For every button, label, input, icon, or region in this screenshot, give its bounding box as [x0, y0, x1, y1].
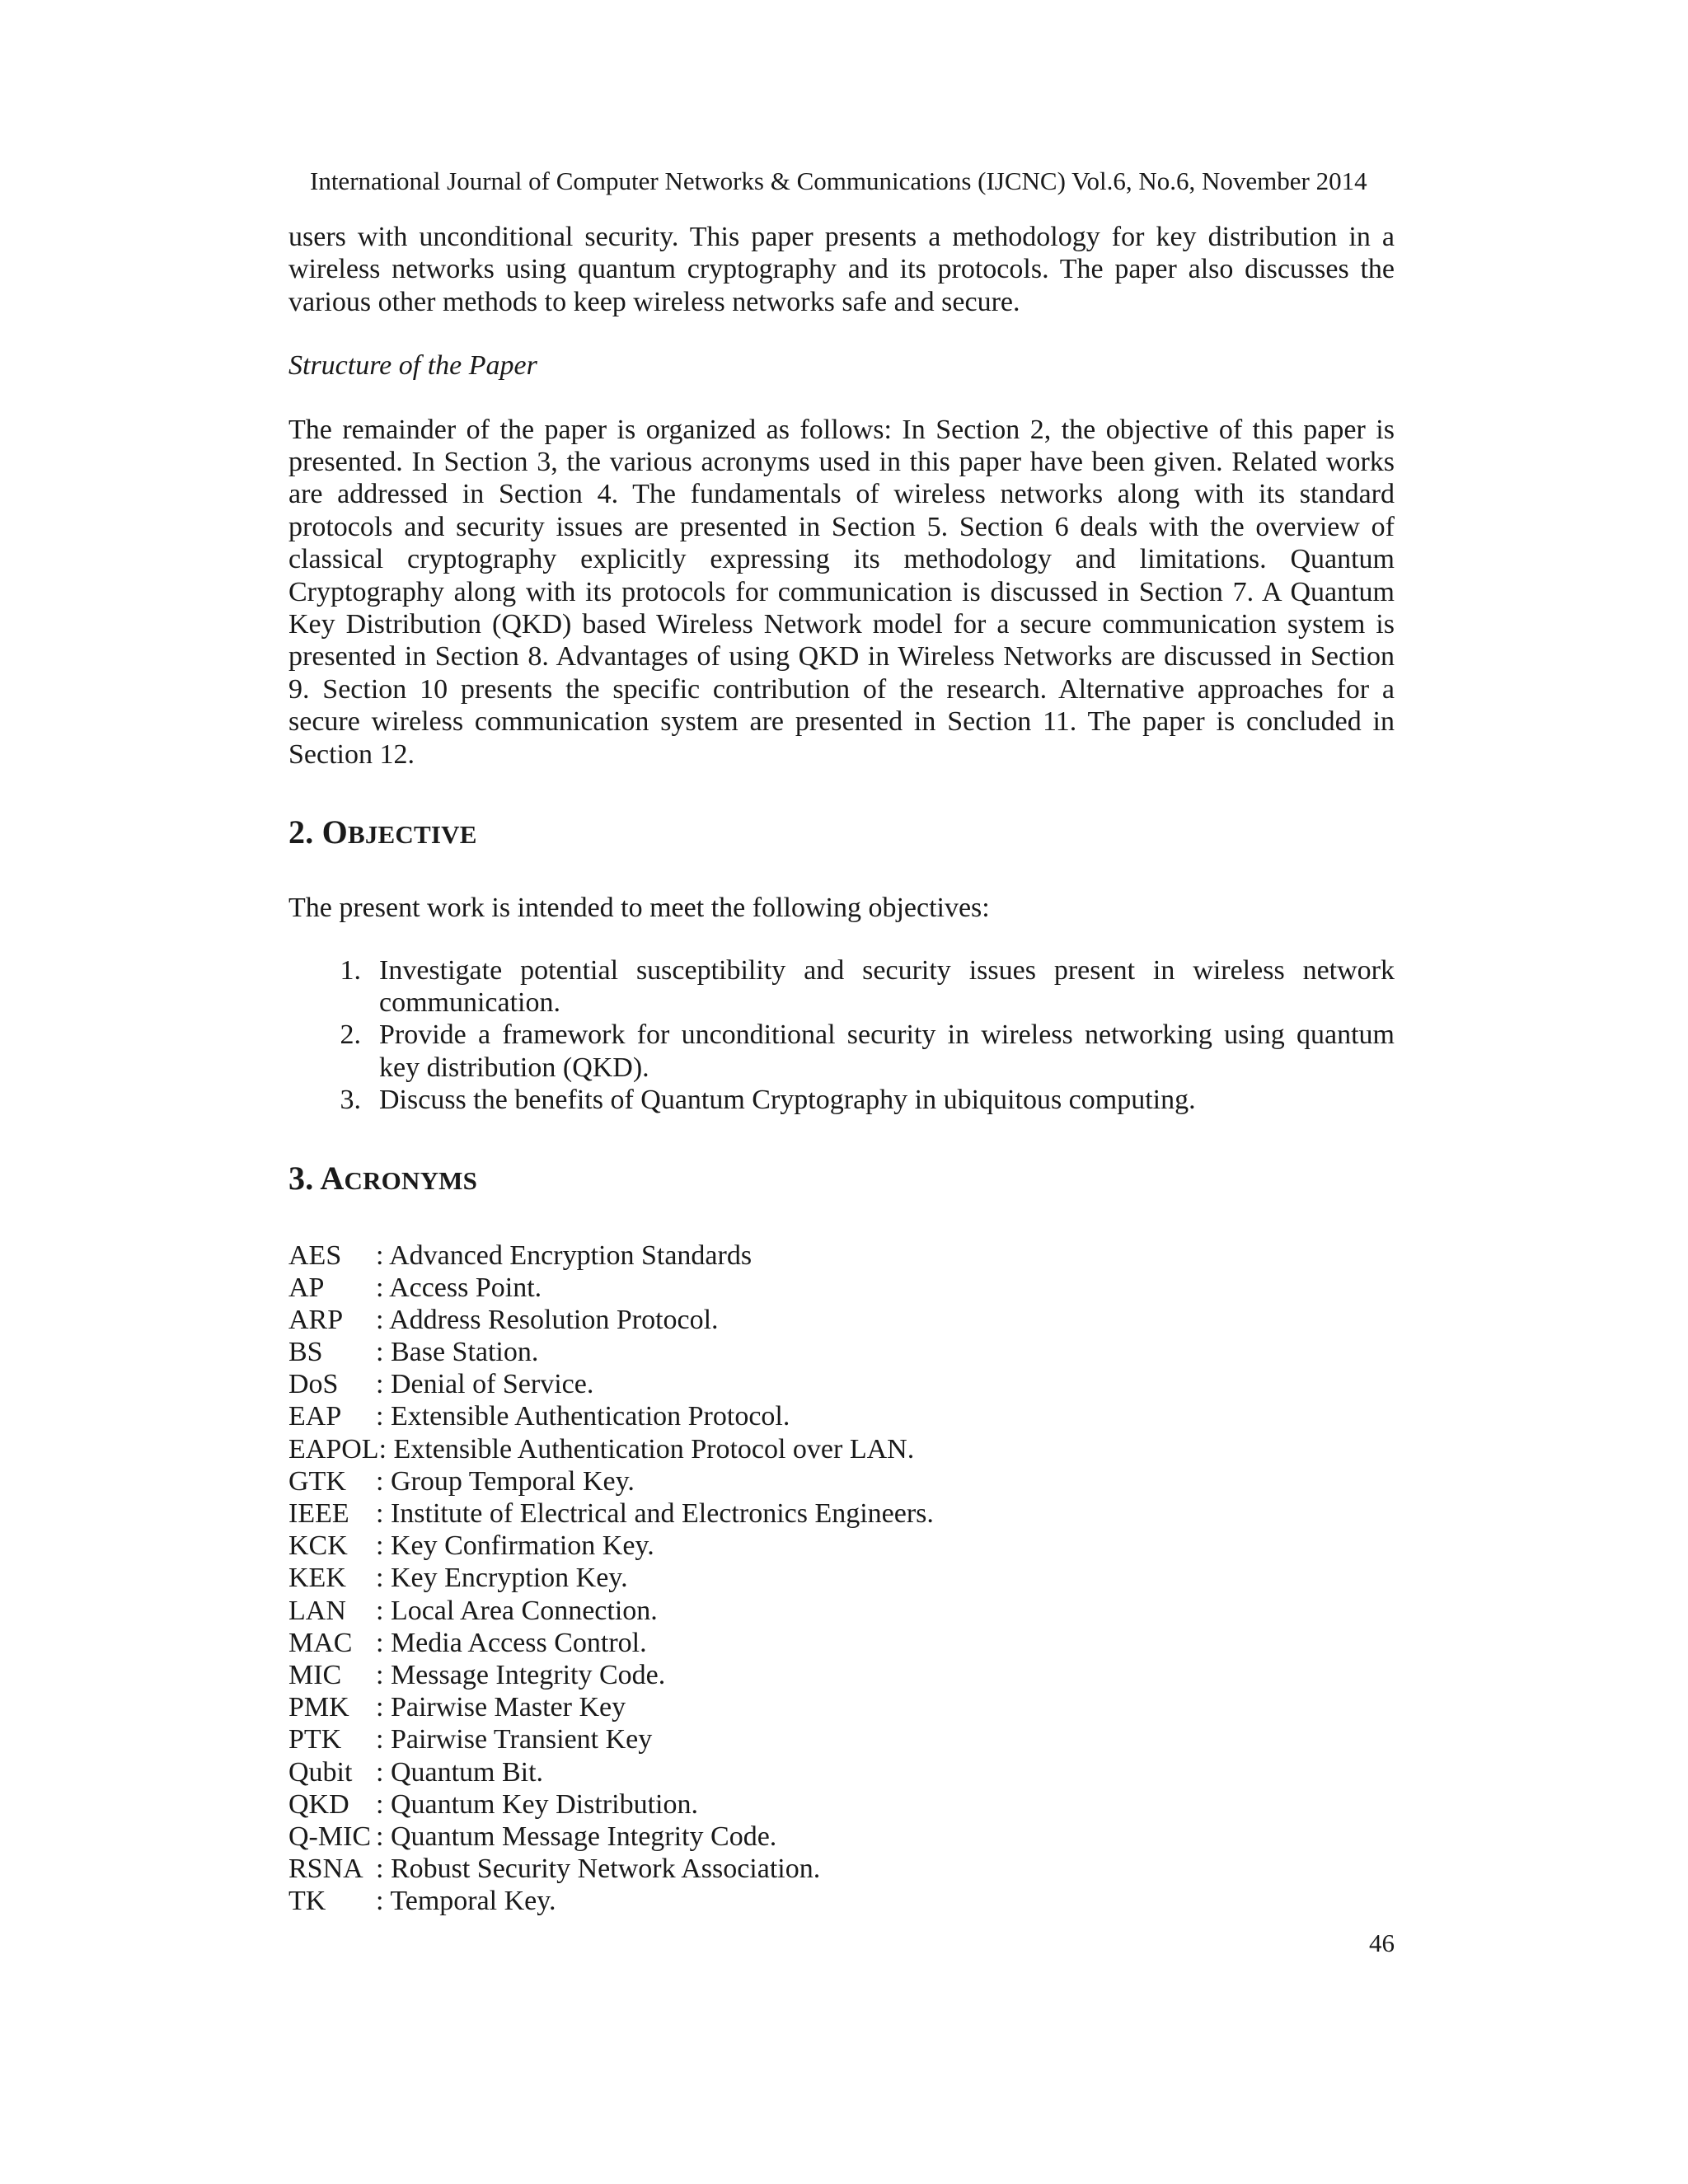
acronym-definition: : Key Confirmation Key.: [376, 1530, 654, 1562]
acronym-entry: [288, 1723, 1395, 1755]
acronym-definition: : Local Area Connection.: [376, 1595, 658, 1626]
acronym-entry: [288, 1304, 1395, 1336]
acronym-definition: : Institute of Electrical and Electronics Engineers.: [376, 1498, 934, 1530]
acronym-abbreviation: EAP: [288, 1401, 342, 1432]
list-item-number: 3.: [340, 1085, 361, 1116]
acronym-abbreviation: TK: [288, 1886, 326, 1917]
acronym-entry: [288, 1627, 1395, 1659]
section-number: 2.: [288, 813, 322, 851]
acronym-definition: : Message Integrity Code.: [376, 1659, 666, 1690]
acronym-definition: : Access Point.: [376, 1272, 542, 1303]
acronym-abbreviation: AP: [288, 1272, 325, 1303]
objective-intro: The present work is intended to meet the following objectives:: [288, 893, 990, 924]
running-header: International Journal of Computer Networks & Communications (IJCNC) Vol.6, No.6, November 2014: [310, 166, 1367, 195]
acronyms-section-heading: [288, 1160, 1395, 1200]
acronym-entry: [288, 1400, 1395, 1432]
acronym-definition: : Key Encryption Key.: [376, 1563, 628, 1594]
acronym-abbreviation: ARP: [288, 1304, 344, 1335]
acronym-abbreviation: PTK: [288, 1724, 342, 1755]
acronym-abbreviation: PMK: [288, 1692, 349, 1723]
acronym-entry: [288, 1885, 1395, 1917]
acronym-definition: : Pairwise Transient Key: [376, 1724, 653, 1755]
acronym-entry: [288, 1691, 1395, 1723]
acronym-abbreviation: KCK: [288, 1530, 348, 1562]
acronym-definition: : Temporal Key.: [376, 1886, 556, 1917]
acronym-abbreviation: LAN: [288, 1595, 346, 1626]
acronym-abbreviation: KEK: [288, 1563, 346, 1594]
page-number: 46: [1369, 1929, 1395, 1957]
structure-paragraph: The remainder of the paper is organized as follows: In Section 2, the objective of this paper is presented. In Section 3, the various acronyms used in this paper have been given. Related works are addressed in Section 4. The fundamentals of wireless networks along with its standard protocols and security issues are presented in Section 5. Section 6 deals with the overview of classical cryptography explicitly expressing its methodology and limitations. Quantum Cryptography along with its protocols for communication is discussed in Section 7. A Quantum Key Distribution (QKD) based Wireless Network model for a secure communication system is presented in Section 8. Advantages of using QKD in Wireless Networks are discussed in Section 9. Section 10 presents the specific contribution of the research. Alternative approaches for a secure wireless communication system are presented in Section 11. The paper is concluded in Section 12.: [288, 414, 1395, 770]
acronym-entry: [288, 1595, 1395, 1627]
acronym-entry: [288, 1240, 1395, 1272]
list-item-text: Discuss the benefits of Quantum Cryptography in ubiquitous computing.: [379, 1085, 1196, 1116]
acronym-abbreviation: Qubit: [288, 1756, 353, 1788]
acronym-entry: [288, 1853, 1395, 1885]
acronym-definition: : Pairwise Master Key: [376, 1692, 626, 1723]
objectives-list: [288, 954, 1395, 1117]
acronym-entry: [288, 1788, 1395, 1821]
acronym-definition: : Group Temporal Key.: [376, 1465, 635, 1497]
acronyms-list: [288, 1240, 1395, 1918]
acronym-definition: : Denial of Service.: [376, 1369, 594, 1400]
acronym-abbreviation: MIC: [288, 1659, 342, 1690]
acronym-abbreviation: BS: [288, 1337, 323, 1368]
acronym-entry: [288, 1562, 1395, 1594]
list-item-text: Investigate potential susceptibility and security issues present in wireless network communication.: [379, 954, 1395, 1018]
acronym-abbreviation: QKD: [288, 1788, 349, 1820]
acronym-entry: [288, 1497, 1395, 1530]
acronym-abbreviation: DoS: [288, 1369, 339, 1400]
acronym-abbreviation: GTK: [288, 1465, 346, 1497]
acronym-definition: : Media Access Control.: [376, 1627, 647, 1658]
page-body: [288, 221, 1395, 1917]
acronym-entry: [288, 1465, 1395, 1497]
acronym-entry: [288, 1756, 1395, 1788]
section-title-initial: O: [321, 813, 348, 851]
acronym-abbreviation: IEEE: [288, 1498, 349, 1530]
structure-subheading: Structure of the Paper: [288, 350, 537, 382]
acronym-entry: [288, 1368, 1395, 1400]
section-title-rest: CRONYMS: [344, 1165, 478, 1195]
list-item-number: 1.: [340, 954, 361, 986]
acronym-entry: [288, 1272, 1395, 1304]
acronym-definition: : Extensible Authentication Protocol over LAN.: [378, 1433, 915, 1465]
acronym-definition: : Advanced Encryption Standards: [376, 1240, 753, 1271]
acronym-entry: [288, 1433, 1395, 1465]
acronym-definition: : Extensible Authentication Protocol.: [376, 1401, 790, 1432]
acronym-entry: [288, 1530, 1395, 1562]
acronym-definition: : Quantum Bit.: [376, 1756, 544, 1788]
acronym-definition: : Quantum Message Integrity Code.: [376, 1821, 777, 1852]
acronym-abbreviation: MAC: [288, 1627, 353, 1658]
acronym-definition: : Quantum Key Distribution.: [376, 1788, 698, 1820]
list-item: [288, 1019, 1395, 1084]
acronym-definition: : Robust Security Network Association.: [376, 1854, 821, 1885]
section-title-initial: A: [320, 1159, 345, 1197]
list-item: [288, 954, 1395, 1019]
acronym-definition: : Base Station.: [376, 1337, 539, 1368]
acronym-entry: [288, 1336, 1395, 1368]
acronym-abbreviation: RSNA: [288, 1854, 363, 1885]
objective-section-heading: [288, 813, 1395, 854]
acronym-entry: [288, 1659, 1395, 1691]
acronym-definition: : Address Resolution Protocol.: [376, 1304, 719, 1335]
list-item: [288, 1084, 1395, 1116]
list-item-text: Provide a framework for unconditional security in wireless networking using quantum key distribution (QKD).: [379, 1019, 1395, 1083]
section-title-rest: BJECTIVE: [347, 820, 477, 850]
list-item-number: 2.: [340, 1019, 361, 1051]
acronym-entry: [288, 1821, 1395, 1853]
acronym-abbreviation: Q-MIC: [288, 1821, 372, 1852]
acronym-abbreviation: EAPOL: [288, 1433, 379, 1465]
intro-continuation-paragraph: users with unconditional security. This paper presents a methodology for key distribution in a wireless networks using quantum cryptography and its protocols. The paper also discusses the various other methods to keep wireless networks safe and secure.: [288, 222, 1395, 317]
acronym-abbreviation: AES: [288, 1240, 342, 1271]
section-number: 3.: [288, 1159, 321, 1197]
